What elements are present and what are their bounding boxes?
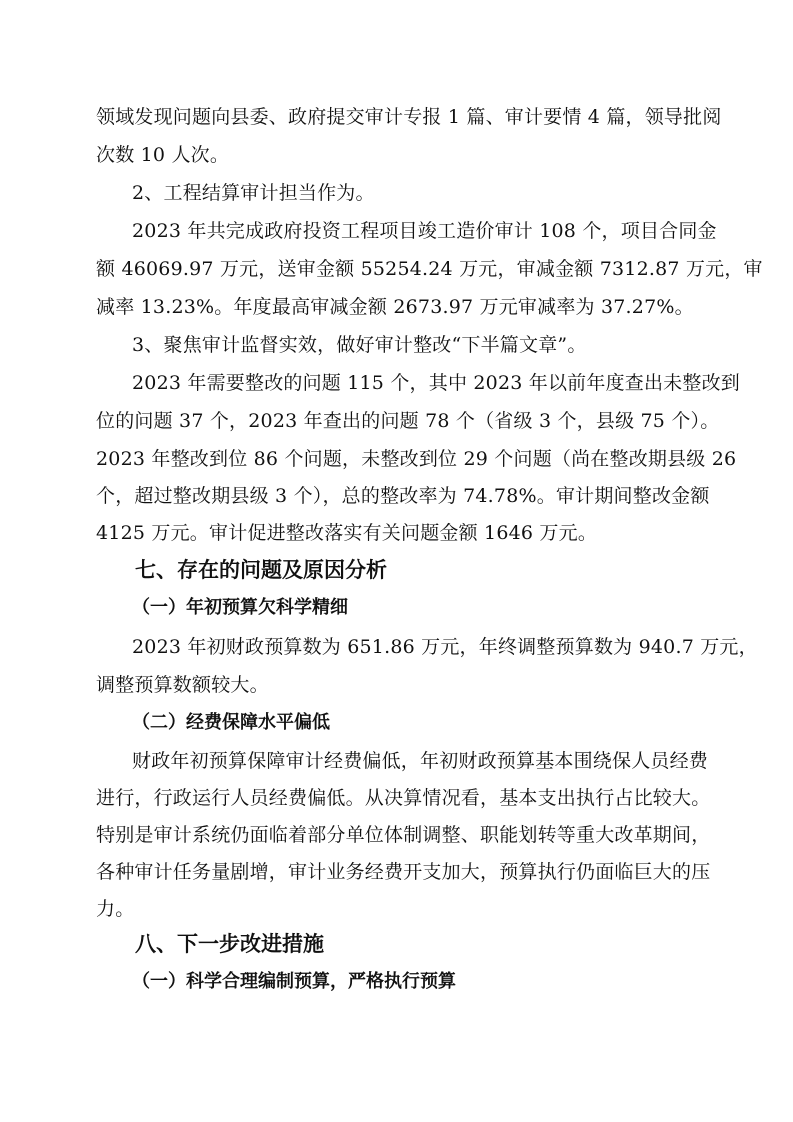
body-text-line: 特别是审计系统仍面临着部分单位体制调整、职能划转等重大改革期间， xyxy=(96,824,711,846)
subsection-heading-7-1: （一）年初预算欠科学精细 xyxy=(132,597,348,618)
subsection-heading-7-2: （二）经费保障水平偏低 xyxy=(132,712,330,733)
subsection-heading-8-1: （一）科学合理编制预算，严格执行预算 xyxy=(132,971,456,992)
section-heading-7: 七、存在的问题及原因分析 xyxy=(135,558,387,582)
section-heading-8: 八、下一步改进措施 xyxy=(135,932,324,956)
body-text-line: 各种审计任务量剧增，审计业务经费开支加大，预算执行仍面临巨大的压 xyxy=(96,861,711,883)
body-text-line: 位的问题 37 个，2023 年查出的问题 78 个（省级 3 个，县级 75 个）。 xyxy=(96,410,720,432)
body-text-line: 2023 年需要整改的问题 115 个，其中 2023 年以前年度查出未整改到 xyxy=(132,372,740,394)
body-text-line: 额 46069.97 万元，送审金额 55254.24 万元，审减金额 7312.87 万元，审 xyxy=(96,258,763,280)
body-text-line: 财政年初预算保障审计经费偏低，年初财政预算基本围绕保人员经费 xyxy=(132,750,709,772)
subsection-heading: 2、工程结算审计担当作为。 xyxy=(132,182,375,204)
body-text-line: 4125 万元。审计促进整改落实有关问题金额 1646 万元。 xyxy=(96,522,598,544)
body-text-line: 2023 年共完成政府投资工程项目竣工造价审计 108 个，项目合同金 xyxy=(132,220,717,242)
body-text-line: 力。 xyxy=(96,898,135,920)
body-text-line: 个，超过整改期县级 3 个），总的整改率为 74.78%。审计期间整改金额 xyxy=(96,485,710,507)
body-text-line: 进行，行政运行人员经费偏低。从决算情况看，基本支出执行占比较大。 xyxy=(96,787,711,809)
body-text-line: 领域发现问题向县委、政府提交审计专报 1 篇、审计要情 4 篇，领导批阅 xyxy=(96,106,722,128)
body-text-line: 2023 年初财政预算数为 651.86 万元，年终调整预算数为 940.7 万元， xyxy=(132,636,758,658)
body-text-line: 调整预算数额较大。 xyxy=(96,674,269,696)
body-text-line: 减率 13.23%。年度最高审减金额 2673.97 万元审减率为 37.27%。 xyxy=(96,296,694,318)
body-text-line: 次数 10 人次。 xyxy=(96,144,230,166)
body-text-line: 2023 年整改到位 86 个问题，未整改到位 29 个问题（尚在整改期县级 26 xyxy=(96,448,737,470)
subsection-heading: 3、聚焦审计监督实效，做好审计整改“下半篇文章”。 xyxy=(132,334,587,356)
